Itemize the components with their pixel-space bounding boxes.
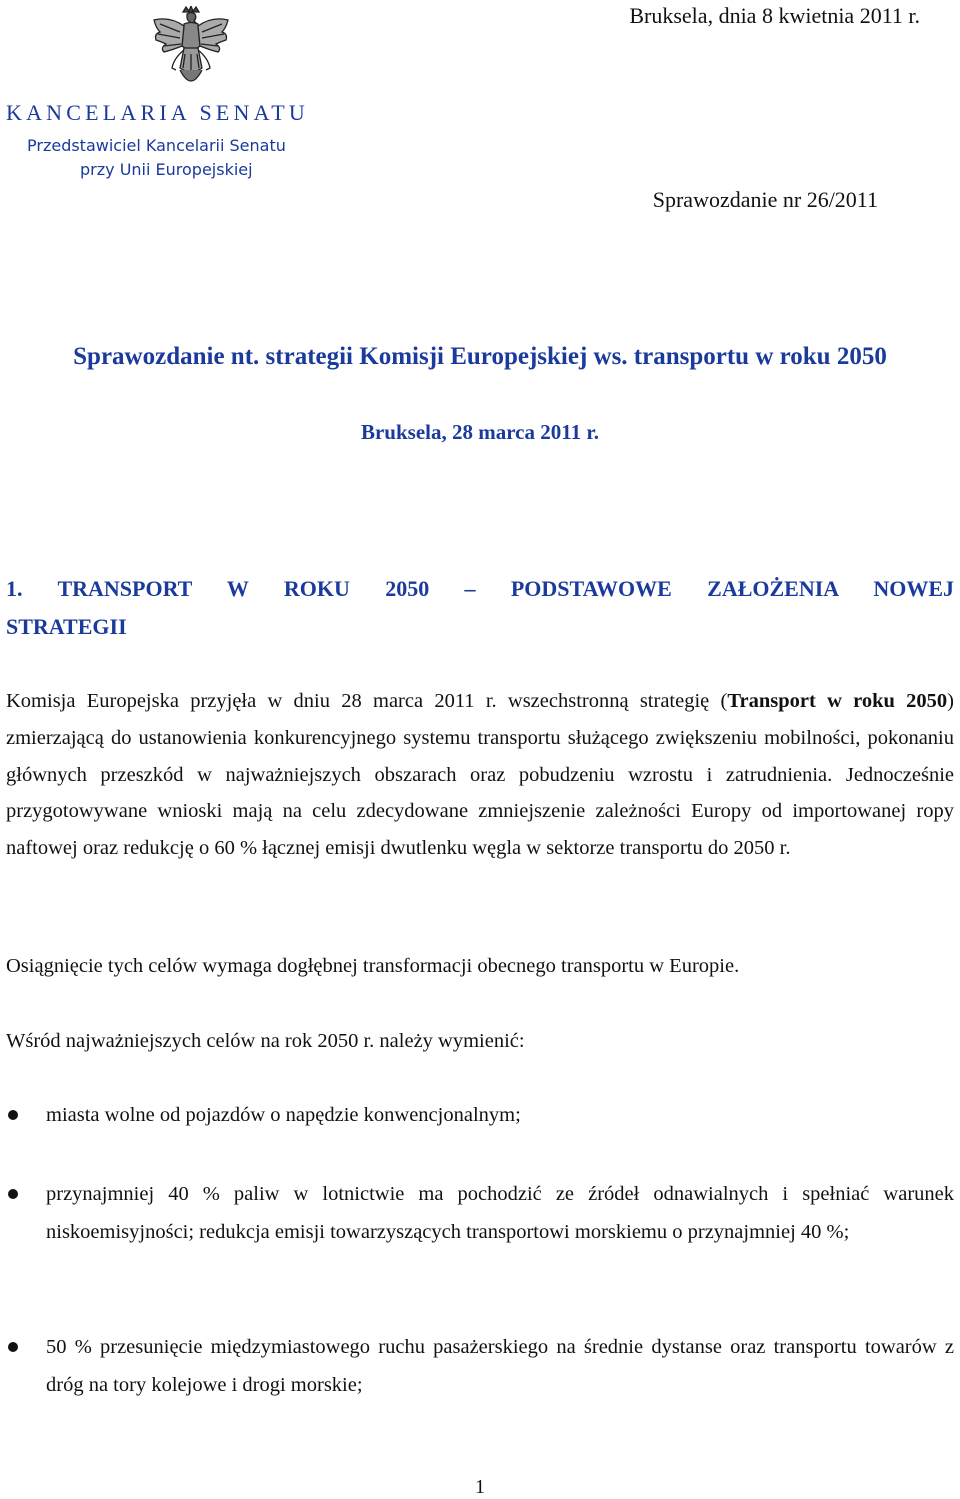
list-item-text: przynajmniej 40 % paliw w lotnictwie ma pochodzić ze źródeł odnawialnych i spełniać warunek niskoemisyjności; redukcja emisji towarzyszących transportowi morskiemu o przynajmniej 40 %; (46, 1183, 954, 1243)
list-item-text: 50 % przesunięcie międzymiastowego ruchu pasażerskiego na średnie dystanse oraz transportu towarów z dróg na tory kolejowe i drogi morskie; (46, 1336, 954, 1396)
bullet-icon (8, 1189, 18, 1199)
strategy-name: Transport w roku 2050 (727, 690, 948, 712)
list-item-text: miasta wolne od pojazdów o napędzie konwencjonalnym; (46, 1104, 521, 1126)
intro-paragraph (6, 683, 954, 867)
document-title: Sprawozdanie nt. strategii Komisji Europejskiej ws. transportu w roku 2050 (73, 343, 887, 370)
document-subtitle: Bruksela, 28 marca 2011 r. (360, 420, 599, 444)
institution-name: KANCELARIA SENATU (6, 100, 310, 125)
bullet-icon (8, 1110, 18, 1120)
representative-line-1: Przedstawiciel Kancelarii Senatu (27, 136, 286, 155)
page-number: 1 (475, 1476, 485, 1498)
intro-paragraph-end: ) zmierzającą do ustanowienia konkurencyjnego systemu transportu służącego zwiększeniu mobilności, pokonaniu głównych przeszkód w najważniejszych obszarach oraz pobudzeniu wzrostu i zatrudnienia. Jednocześnie przygotowywane wnioski mają na celu zdecydowane zmniejszenie zależności Europy od importowanej ropy naftowej oraz redukcję o 60 % łącznej emisji dwutlenku węgla w sektorze transportu do 2050 r. (6, 690, 954, 860)
document-date: Bruksela, dnia 8 kwietnia 2011 r. (629, 3, 920, 28)
goals-intro: Wśród najważniejszych celów na rok 2050 r. należy wymienić: (6, 1030, 525, 1052)
polish-eagle-icon (150, 6, 232, 92)
section-heading-continued: STRATEGII (6, 614, 127, 639)
representative-line-2: przy Unii Europejskiej (80, 160, 253, 179)
bullet-icon (8, 1342, 18, 1352)
intro-paragraph-start: Komisja Europejska przyjęła w dniu 28 marca 2011 r. wszechstronną strategię ( (6, 690, 728, 712)
report-number: Sprawozdanie nr 26/2011 (652, 187, 878, 212)
section-heading: 1. TRANSPORT W ROKU 2050 – PODSTAWOWE ZAŁOŻENIA NOWEJ (6, 576, 954, 601)
goal-paragraph: Osiągnięcie tych celów wymaga dogłębnej transformacji obecnego transportu w Europie. (6, 955, 740, 977)
